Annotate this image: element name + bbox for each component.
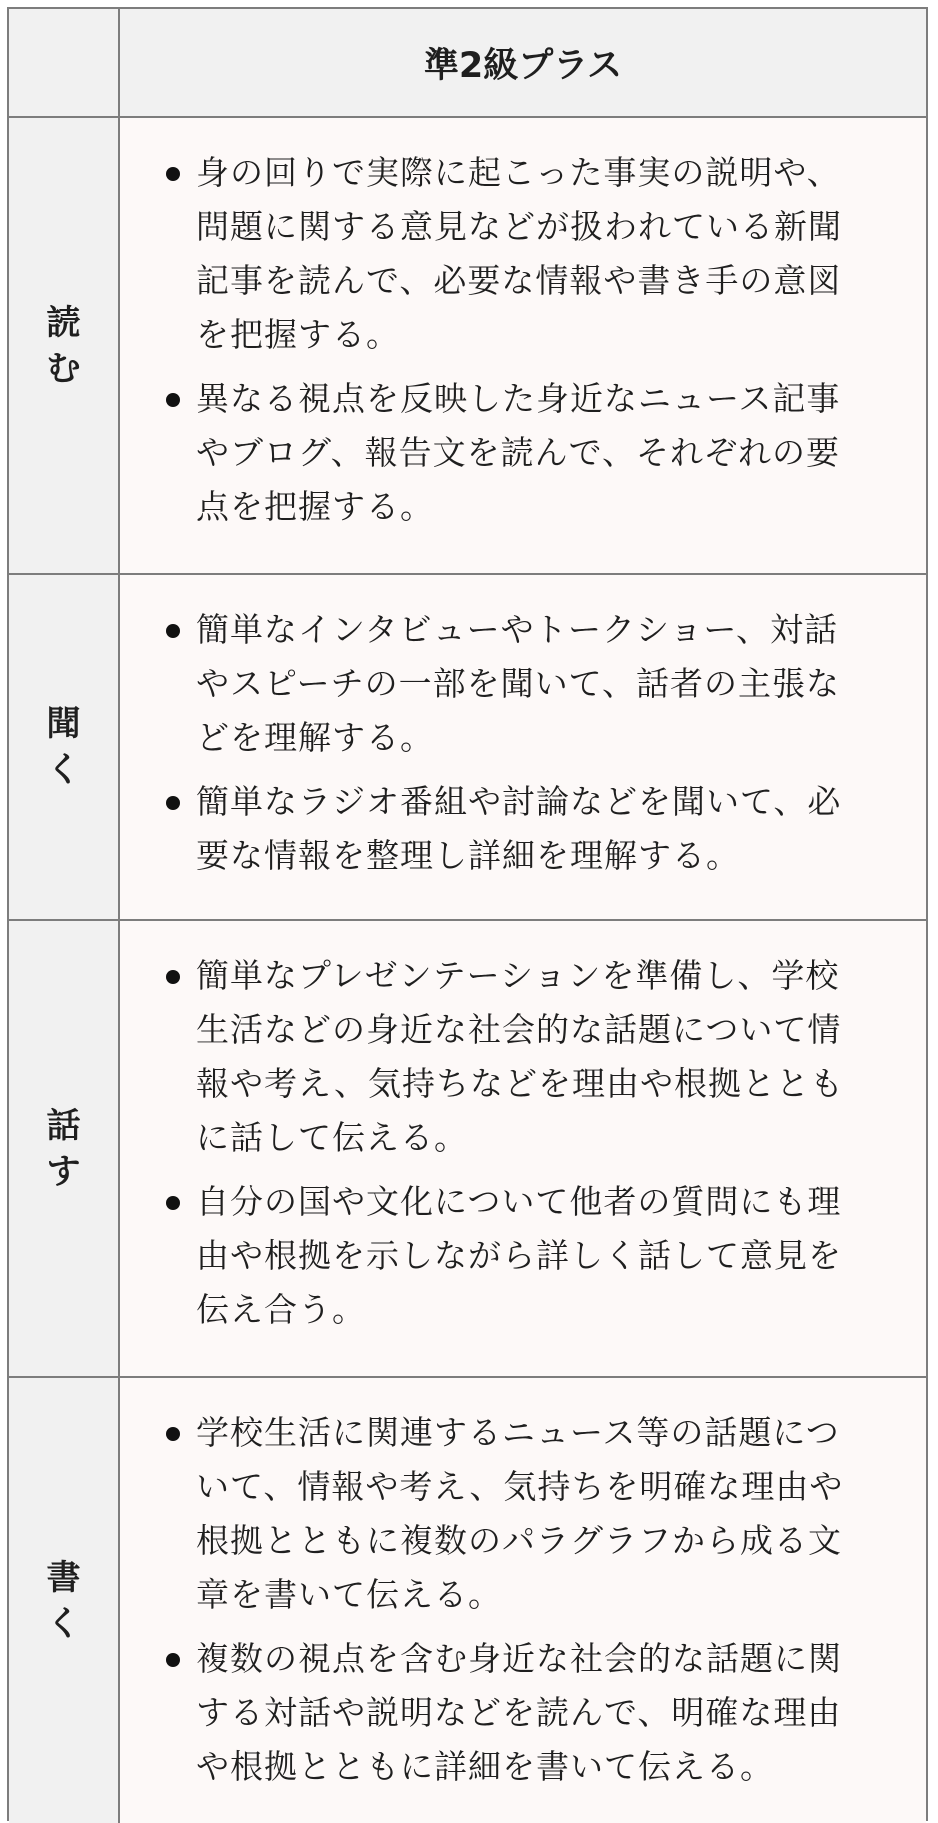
can-do-item [164, 146, 866, 362]
can-do-text: 簡単なプレゼンテーションを準備し、学校生活などの身近な社会的な話題について情報や考え、気持ちなどを理由や根拠とともに話して伝える。 [196, 956, 844, 1157]
bullet-icon [166, 796, 180, 810]
section-label-cell [9, 921, 120, 1376]
section-label-char: く [46, 1603, 81, 1644]
can-do-item [164, 775, 866, 883]
can-do-item [164, 1406, 866, 1622]
section-row-listening [9, 575, 926, 919]
can-do-item [164, 949, 866, 1165]
can-do-text: 学校生活に関連するニュース等の話題について、情報や考え、気持ちを明確な理由や根拠とともに複数のパラグラフから成る文章を書いて伝える。 [196, 1413, 844, 1614]
can-do-list [164, 949, 866, 1337]
bullet-icon [166, 393, 180, 407]
bullet-icon [166, 1653, 180, 1667]
can-do-item [164, 603, 866, 765]
section-row-speaking [9, 921, 926, 1376]
bullet-icon [166, 1196, 180, 1210]
can-do-item [164, 1175, 866, 1337]
can-do-item [164, 1632, 866, 1794]
can-do-text: 簡単なインタビューやトークショー、対話やスピーチの一部を聞いて、話者の主張などを理解する。 [196, 610, 841, 757]
bullet-icon [166, 970, 180, 984]
can-do-text: 自分の国や文化について他者の質問にも理由や根拠を示しながら詳しく話して意見を伝え合う。 [196, 1182, 842, 1329]
header-corner-cell [9, 9, 120, 116]
can-do-list [164, 1406, 866, 1794]
header-title-cell [120, 9, 926, 116]
bullet-icon [166, 1427, 180, 1441]
can-do-list [164, 603, 866, 883]
section-label-char: く [46, 750, 81, 790]
section-row-reading [9, 118, 926, 573]
section-label-cell [9, 575, 120, 919]
can-do-text: 簡単なラジオ番組や討論などを聞いて、必要な情報を整理し詳細を理解する。 [196, 782, 842, 875]
can-do-list [164, 146, 866, 534]
skills-table [7, 7, 928, 1821]
bullet-icon [166, 624, 180, 638]
section-label-char: 話 [46, 1105, 81, 1146]
section-content-cell [120, 575, 926, 919]
can-do-text: 異なる視点を反映した身近なニュース記事やブログ、報告文を読んで、それぞれの要点を把握する。 [196, 379, 841, 526]
section-row-writing [9, 1378, 926, 1823]
section-label-cell [9, 118, 120, 573]
section-content-cell [120, 118, 926, 573]
table-header-row [9, 9, 926, 116]
section-label-char: す [46, 1151, 81, 1192]
section-label-char: 聞 [46, 704, 81, 744]
section-label-char: 書 [46, 1557, 81, 1598]
can-do-text: 複数の視点を含む身近な社会的な話題に関する対話や説明などを読んで、明確な理由や根拠とともに詳細を書いて伝える。 [196, 1639, 842, 1786]
bullet-icon [166, 167, 180, 181]
section-label-cell [9, 1378, 120, 1823]
can-do-text: 身の回りで実際に起こった事実の説明や、問題に関する意見などが扱われている新聞記事を読んで、必要な情報や書き手の意図を把握する。 [196, 153, 842, 354]
section-content-cell [120, 1378, 926, 1823]
level-title: 準2級プラス [423, 45, 623, 86]
section-label-char: む [46, 348, 81, 389]
section-label-char: 読 [46, 302, 81, 343]
can-do-item [164, 372, 866, 534]
section-content-cell [120, 921, 926, 1376]
